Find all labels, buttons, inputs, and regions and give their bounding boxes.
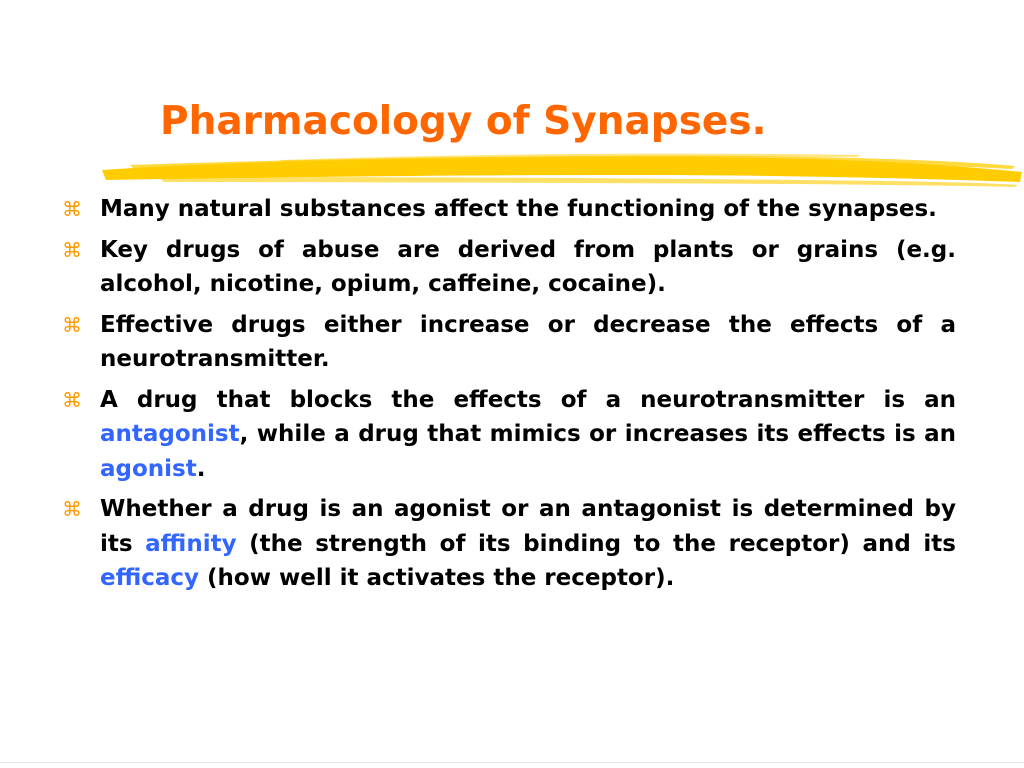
- bullet-icon: ⌘: [62, 497, 82, 521]
- list-item: [62, 233, 956, 302]
- bullet-icon: ⌘: [62, 387, 82, 412]
- bullet-text: A drug that blocks the effects of a neurotransmitter is an: [100, 386, 956, 413]
- bullet-text: Effective drugs either increase or decrease the effects of a neurotransmitter.: [100, 311, 956, 372]
- list-item: [62, 492, 956, 596]
- list-item: [62, 192, 956, 227]
- bullet-icon: ⌘: [62, 197, 82, 221]
- term-agonist: agonist: [100, 455, 197, 482]
- footer-divider: [0, 762, 1024, 763]
- bullet-text: Many natural substances affect the functioning of the synapses.: [100, 196, 937, 222]
- bullet-text: .: [196, 455, 206, 482]
- list-item: [62, 308, 956, 377]
- bullet-text: Whether a drug is an agonist or an antagonist is determined by its: [100, 496, 956, 557]
- term-efficacy: efficacy: [100, 565, 200, 591]
- title-underline-brushstroke: [100, 148, 1024, 188]
- bullet-icon: ⌘: [62, 237, 82, 262]
- bullet-text: (how well it activates the receptor).: [199, 565, 675, 591]
- bullet-list: [62, 192, 956, 602]
- list-item: [62, 383, 956, 487]
- bullet-icon: ⌘: [62, 312, 82, 337]
- term-antagonist: antagonist: [100, 421, 240, 447]
- bullet-text: , while a drug that mimics or increases its effects is an: [239, 421, 956, 447]
- term-affinity: affinity: [145, 530, 237, 557]
- bullet-text: Key drugs of abuse are derived from plants or grains (e.g. alcohol, nicotine, opium, caffeine, cocaine).: [100, 236, 956, 297]
- bullet-text: (the strength of its binding to the receptor) and its: [236, 530, 956, 557]
- slide-title: Pharmacology of Synapses.: [160, 99, 767, 144]
